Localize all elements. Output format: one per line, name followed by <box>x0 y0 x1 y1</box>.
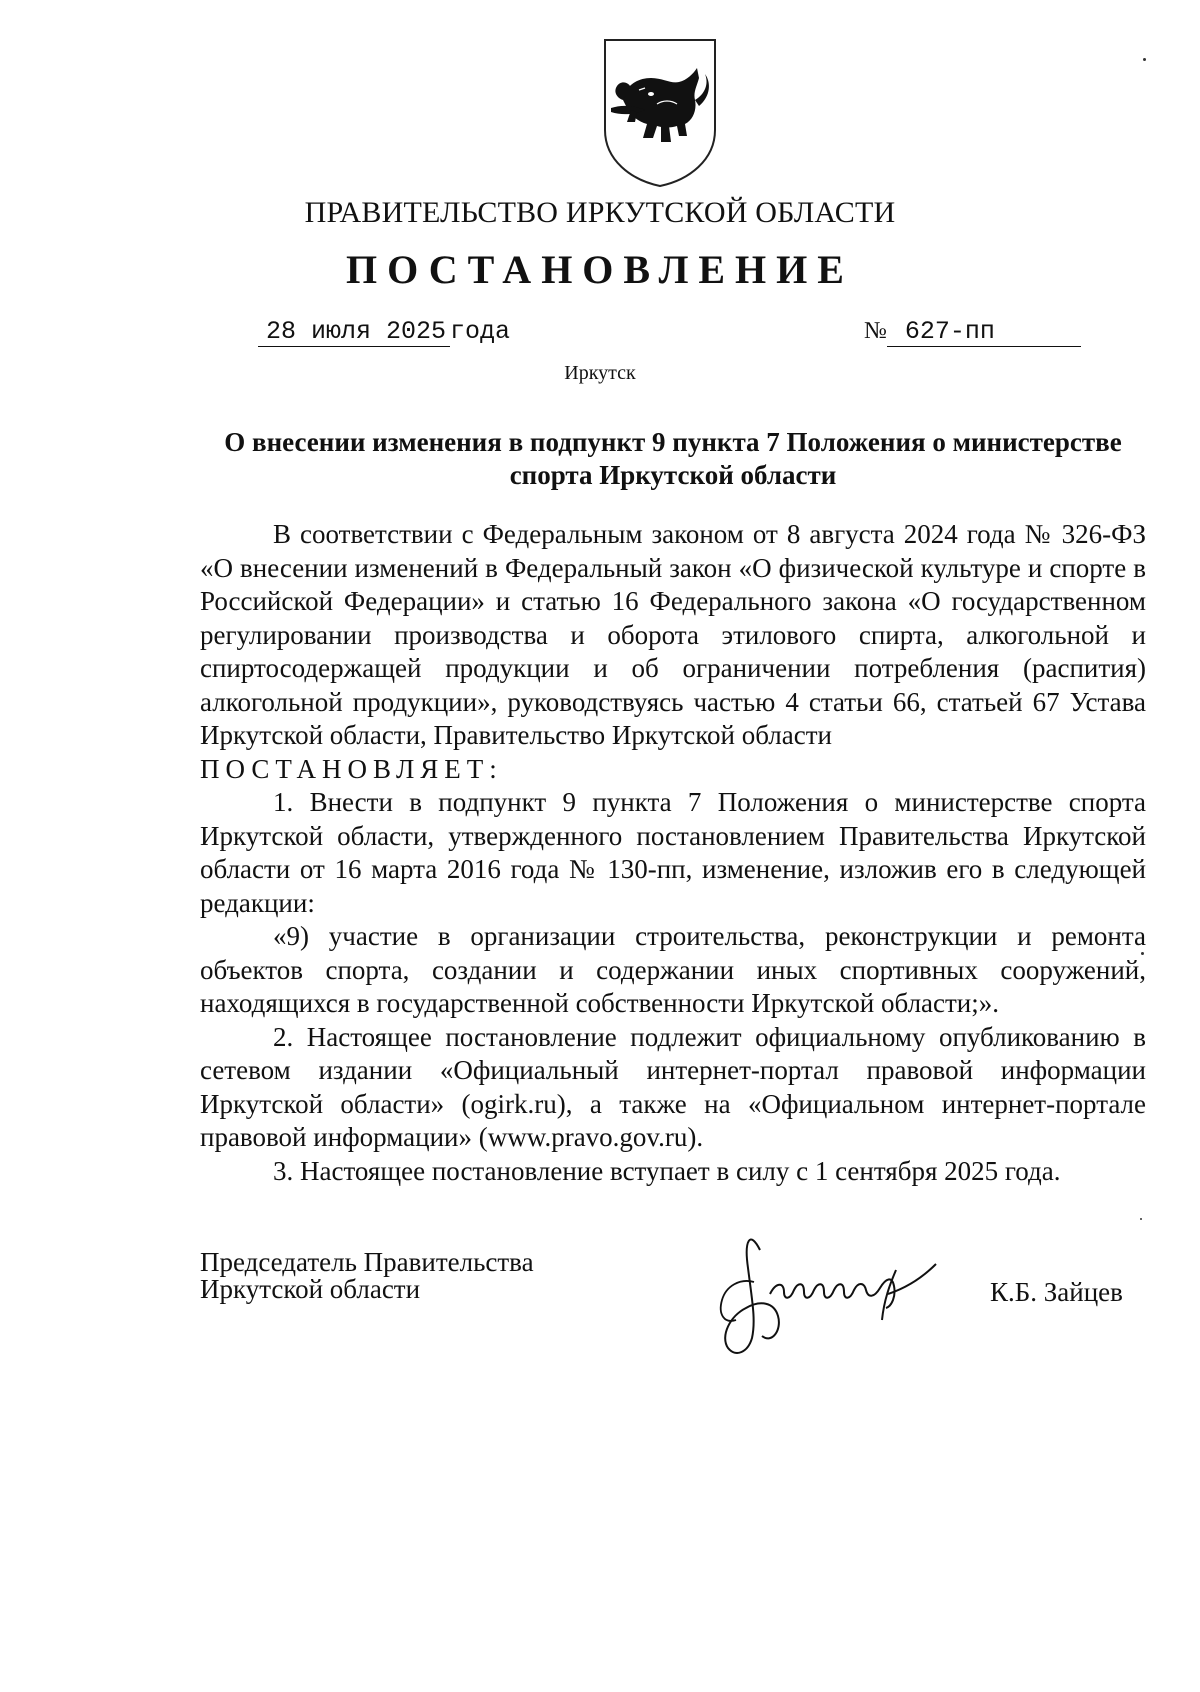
item-3-paragraph: 3. Настоящее постановление вступает в силу с 1 сентября 2025 года. <box>273 1155 1061 1186</box>
city: Иркутск <box>564 362 636 384</box>
item-2-paragraph: 2. Настоящее постановление подлежит официальному опубликованию в сетевом издании «Официальный интернет-портал правовой информации Иркутской области» (ogirk.ru), а также на «Официальном интернет-портале правовой информации» (www.pravo.gov.ru). <box>200 1021 1146 1152</box>
document-type: ПОСТАНОВЛЕНИЕ <box>346 247 854 292</box>
decree-word: ПОСТАНОВЛЯЕТ: <box>200 753 503 784</box>
handwritten-signature-icon <box>700 1220 970 1370</box>
coat-of-arms-icon <box>601 38 719 188</box>
document-body <box>200 518 1146 1188</box>
scan-speck <box>1143 58 1146 61</box>
number-value: 627-пп <box>887 317 1081 347</box>
preamble-paragraph: В соответствии с Федеральным законом от 8 августа 2024 года № 326-ФЗ «О внесении изменений в Федеральный закон «О физической культуре и спорте в Российской Федерации» и статью 16 Федерального закона «О государственном регулировании производства и оборота этилового спирта, алкогольной и спиртосодержащей продукции и об ограничении потребления (распития) алкогольной продукции», руководствуясь частью 4 статьи 66, статьей 67 Устава Иркутской области, Правительство Иркутской области <box>200 519 1146 750</box>
document-date <box>258 317 510 347</box>
position-line-2: Иркутской области <box>200 1274 421 1304</box>
signatory-position <box>200 1249 534 1303</box>
scan-speck <box>1141 952 1144 955</box>
signatory-name: К.Б. Зайцев <box>990 1277 1123 1307</box>
date-suffix: года <box>450 317 511 346</box>
item-1-quote-paragraph: «9) участие в организации строительства, реконструкции и ремонта объектов спорта, создании и содержании иных спортивных сооружений, находящихся в государственной собственности Иркутской области;». <box>200 921 1146 1018</box>
number-label: № <box>864 318 887 344</box>
organization-name: ПРАВИТЕЛЬСТВО ИРКУТСКОЙ ОБЛАСТИ <box>304 196 896 229</box>
position-line-1: Председатель Правительства <box>200 1247 534 1277</box>
date-value: 28 июля 2025 <box>258 317 450 347</box>
document-number <box>864 317 1081 347</box>
scan-speck <box>1140 1218 1142 1220</box>
document-title: О внесении изменения в подпункт 9 пункта 7 Положения о министерстве спорта Иркутской области <box>224 427 1122 490</box>
item-1-paragraph: 1. Внести в подпункт 9 пункта 7 Положения о министерстве спорта Иркутской области, утвержденного постановлением Правительства Иркутской области от 16 марта 2016 года № 130-пп, изменение, изложив его в следующей редакции: <box>200 787 1146 918</box>
